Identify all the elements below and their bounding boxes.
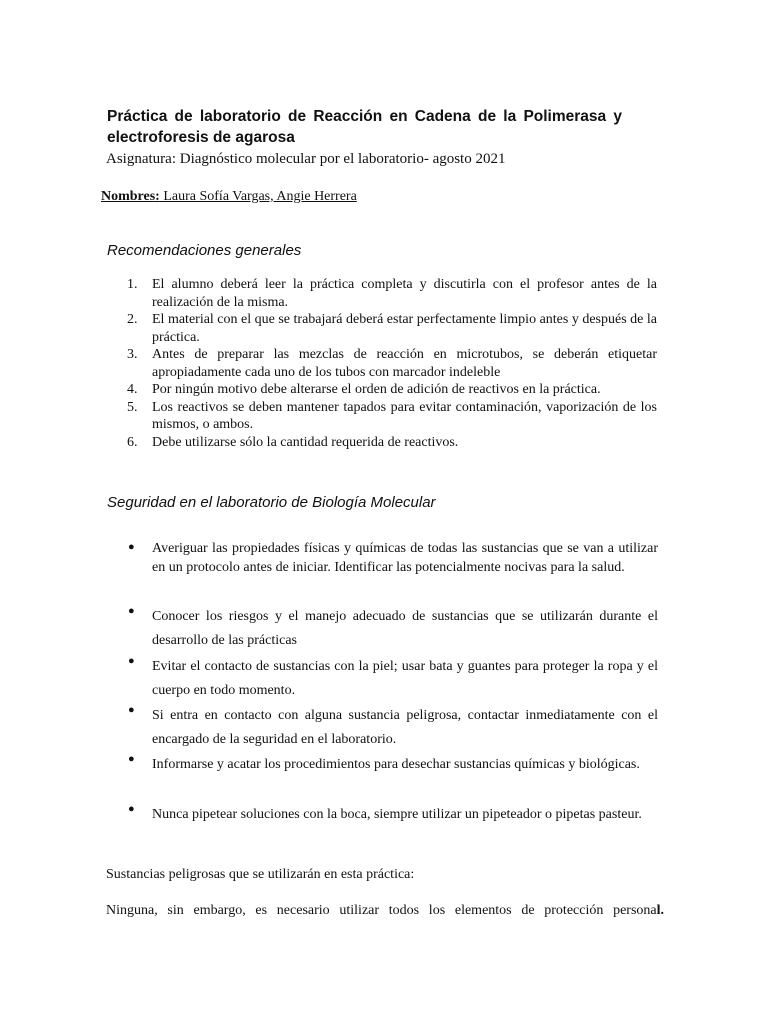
document-title: Práctica de laboratorio de Reacción en Cadena de la Polimerasa y electroforesis de agarosa — [107, 108, 622, 146]
list-item-text: El material con el que se trabajará deberá estar perfectamente limpio antes y después de la práctica. — [152, 312, 657, 345]
hazards-label: Sustancias peligrosas que se utilizarán en esta práctica: — [106, 867, 415, 882]
hazards-text — [106, 902, 664, 920]
list-number: 2. — [127, 312, 138, 327]
list-item — [127, 381, 657, 399]
subject-line: Asignatura: Diagnóstico molecular por el laboratorio- agosto 2021 — [106, 151, 506, 167]
recommendations-list — [127, 276, 657, 451]
list-item-text: Por ningún motivo debe alterarse el orden de adición de reactivos en la práctica. — [152, 382, 601, 397]
recommendations-heading: Recomendaciones generales — [107, 242, 302, 259]
names-value: Laura Sofía Vargas, Angie Herrera — [159, 189, 357, 204]
list-item — [127, 276, 657, 311]
bullet-icon: ● — [128, 541, 135, 553]
list-item-text: Averiguar las propiedades físicas y químicas de todas las sustancias que se van a utilizar en un protocolo antes de iniciar. Identificar las potencialmente nocivas para la salud. — [152, 541, 658, 575]
list-item-text: Los reactivos se deben mantener tapados para evitar contaminación, vaporización de los mismos, o ambos. — [152, 399, 657, 432]
list-number: 4. — [127, 382, 138, 397]
names-line — [101, 188, 357, 206]
list-item-text: Antes de preparar las mezclas de reacción en microtubos, se deberán etiquetar apropiadamente cada uno de los tubos con marcador indeleble — [152, 347, 657, 380]
list-item-text: Debe utilizarse sólo la cantidad requerida de reactivos. — [152, 434, 459, 450]
list-number: 6. — [127, 434, 138, 450]
list-item-text: Conocer los riesgos y el manejo adecuado de sustancias que se utilizarán durante el desarrollo de las prácticas — [152, 609, 658, 648]
bullet-icon: ● — [128, 753, 135, 765]
hazards-text-main: Ninguna, sin embargo, es necesario utilizar todos los elementos de protección persona — [106, 903, 657, 918]
list-item-text: Si entra en contacto con alguna sustancia peligrosa, contactar inmediatamente con el encargado de la seguridad en el laboratorio. — [152, 708, 658, 747]
list-item-text: Informarse y acatar los procedimientos para desechar sustancias químicas y biológicas. — [152, 757, 640, 772]
list-item — [127, 399, 657, 434]
list-number: 5. — [127, 399, 138, 415]
names-label: Nombres: — [101, 189, 160, 204]
hazards-text-end: l. — [656, 903, 664, 918]
list-item — [127, 434, 657, 452]
list-item-text: Evitar el contacto de sustancias con la piel; usar bata y guantes para proteger la ropa y el cuerpo en todo momento. — [152, 659, 658, 698]
list-item-text: El alumno deberá leer la práctica completa y discutirla con el profesor antes de la realización de la misma. — [152, 277, 657, 310]
bullet-icon: ● — [128, 655, 135, 667]
list-number: 1. — [127, 277, 138, 292]
bullet-icon: ● — [128, 803, 135, 815]
bullet-icon: ● — [128, 704, 135, 716]
list-item-text: Nunca pipetear soluciones con la boca, siempre utilizar un pipeteador o pipetas pasteur. — [152, 807, 642, 822]
list-item — [127, 346, 657, 381]
list-number: 3. — [127, 347, 138, 362]
bullet-icon: ● — [128, 605, 135, 617]
list-item — [127, 311, 657, 346]
safety-heading: Seguridad en el laboratorio de Biología Molecular — [107, 494, 436, 511]
